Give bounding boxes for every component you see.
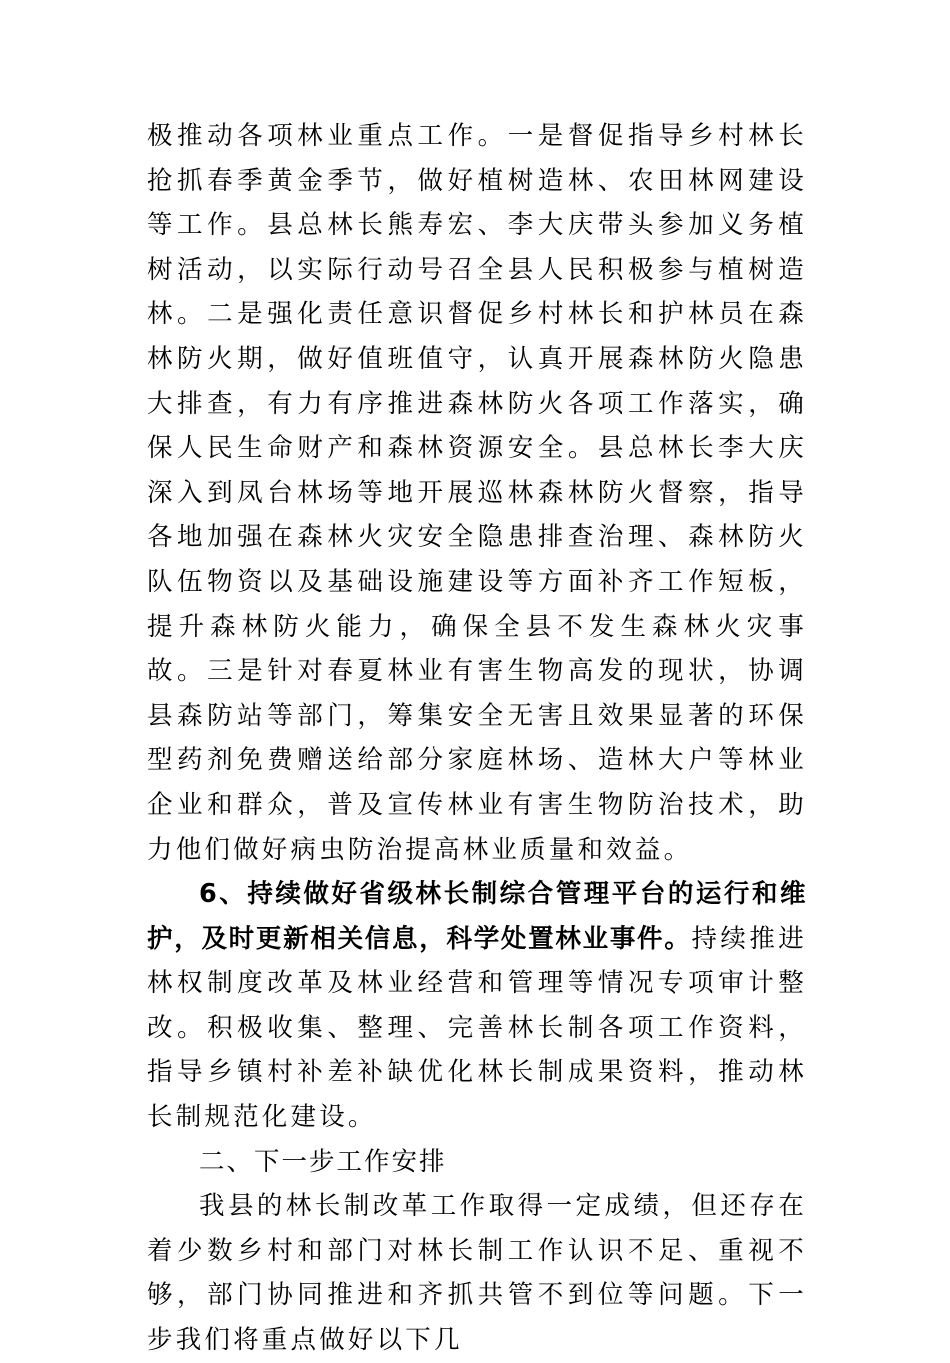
paragraph-platform-heading: 6、持续做好省级林长制综合管理平台的运行和维护，及时更新相关信息，科学处置林业事件。 — [147, 879, 807, 954]
document-body — [147, 114, 807, 1363]
paragraph-platform — [147, 872, 807, 1140]
section-heading-next-steps: 二、下一步工作安排 — [199, 1146, 447, 1177]
paragraph-platform-body: 持续推进林权制度改革及林业经营和管理等情况专项审计整改。积极收集、整理、完善林长制各项工作资料，指导乡镇村补差补缺优化林长制成果资料，推动林长制规范化建设。 — [147, 923, 807, 1133]
paragraph-next-steps: 我县的林长制改革工作取得一定成绩，但还存在着少数乡村和部门对林长制工作认识不足、重视不够，部门协同推进和齐抓共管不到位等问题。下一步我们将重点做好以下几 — [147, 1191, 807, 1356]
paragraph-forest-work: 极推动各项林业重点工作。一是督促指导乡村林长抢抓春季黄金季节，做好植树造林、农田林网建设等工作。县总林长熊寿宏、李大庆带头参加义务植树活动，以实际行动号召全县人民积极参与植树造林。二是强化责任意识督促乡村林长和护林员在森林防火期，做好值班值守，认真开展森林防火隐患大排查，有力有序推进森林防火各项工作落实，确保人民生命财产和森林资源安全。县总林长李大庆深入到凤台林场等地开展巡林森林防火督察，指导各地加强在森林火灾安全隐患排查治理、森林防火队伍物资以及基础设施建设等方面补齐工作短板，提升森林防火能力，确保全县不发生森林火灾事故。三是针对春夏林业有害生物高发的现状，协调县森防站等部门，筹集安全无害且效果显著的环保型药剂免费赠送给部分家庭林场、造林大户等林业企业和群众，普及宣传林业有害生物防治技术，助力他们做好病虫防治提高林业质量和效益。 — [147, 121, 807, 865]
